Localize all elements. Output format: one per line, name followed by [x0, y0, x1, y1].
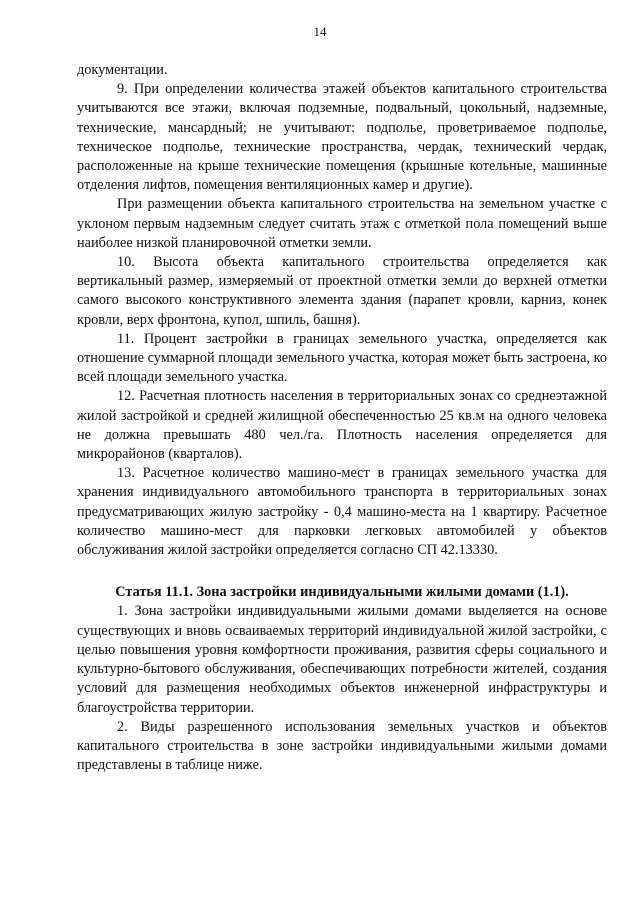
- paragraph-item-9: 9. При определении количества этажей объектов капитального строительства учитываются все этажи, включая подземные, подвальный, цокольный, надземные, технические, мансардный; не учитывают: подполье, проветриваемое подполье, техническое подполье, технические пространства, чердак, технический чердак, расположенные на крыше технические помещения (крышные котельные, машинные отделения лифтов, помещения вентиляционных камер и другие).: [77, 81, 607, 194]
- article-paragraph-1: 1. Зона застройки индивидуальными жилыми домами выделяется на основе существующих и вновь осваиваемых территорий индивидуальной жилой застройки, с целью повышения уровня комфортности проживания, развития сферы социального и культурно-бытового обслуживания, обеспечивающих потребности жителей, создания условий для размещения необходимых объектов инженерной инфраструктуры и благоустройства территории.: [77, 603, 607, 716]
- paragraph-item-11: 11. Процент застройки в границах земельного участка, определяется как отношение суммарной площади земельного участка, которая может быть застроена, ко всей площади земельного участка.: [77, 330, 607, 386]
- paragraph-item-12: 12. Расчетная плотность населения в территориальных зонах со среднеэтажной жилой застройкой и средней жилищной обеспеченностью 25 кв.м на одного человека не должна превышать 480 чел./га. Плотность населения определяется для микрорайонов (кварталов).: [77, 388, 607, 463]
- paragraph-item-10: 10. Высота объекта капитального строительства определяется как вертикальный размер, измеряемый от проектной отметки земли до верхней отметки самого высокого конструктивного элемента здания (парапет кровли, карниз, конек кровли, верх фронтона, купол, шпиль, башня).: [77, 254, 607, 328]
- paragraph-continuation: документации.: [77, 62, 168, 78]
- paragraph-slope-note: При размещении объекта капитального строительства на земельном участке с уклоном первым надземным следует считать этаж с отметкой пола помещений выше наиболее низкой планировочной отметки земли.: [77, 196, 607, 251]
- page-number: 14: [313, 24, 327, 39]
- article-paragraph-2: 2. Виды разрешенного использования земельных участков и объектов капитального строительства в зоне застройки индивидуальными жилыми домами представлены в таблице ниже.: [77, 718, 607, 774]
- paragraph-item-13: 13. Расчетное количество машино-мест в границах земельного участка для хранения индивидуального автомобильного транспорта в территориальных зонах предусматривающих жилую застройку - 0,4 машино-места на 1 квартиру. Расчетное количество машино-мест для парковки легковых автомобилей у объектов обслуживания жилой застройки определяется согласно СП 42.13330.: [77, 465, 607, 559]
- document-body: [77, 61, 607, 775]
- article-heading: Статья 11.1. Зона застройки индивидуальными жилыми домами (1.1).: [115, 584, 569, 601]
